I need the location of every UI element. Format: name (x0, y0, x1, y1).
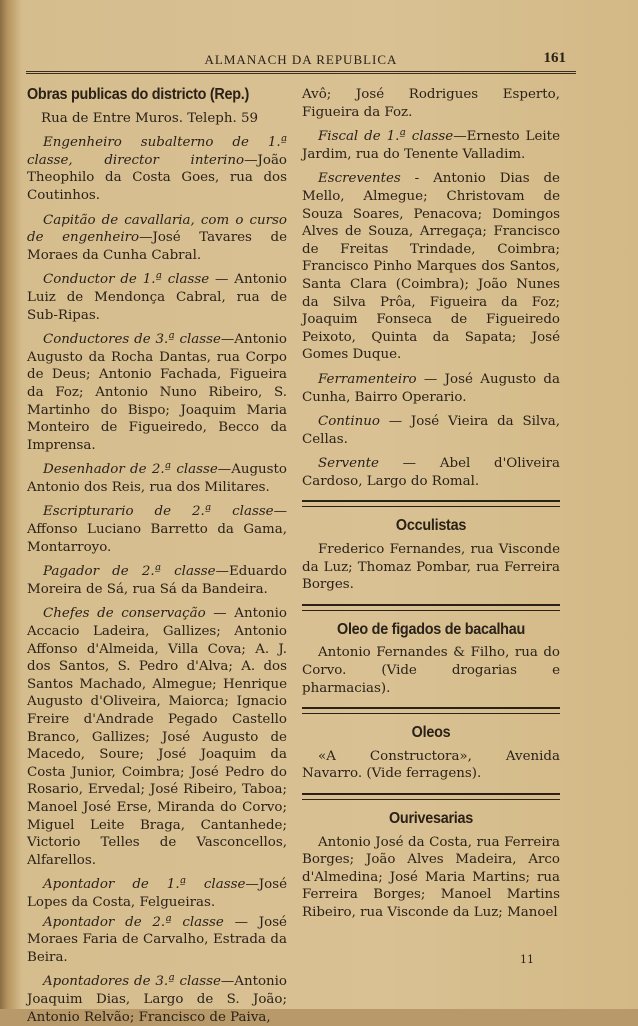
header-rule (26, 71, 576, 74)
list-item (27, 461, 287, 496)
entry-text: —José Tavares de Moraes da Cunha Cabral. (27, 230, 287, 263)
entry-role: Escreventes (318, 171, 401, 187)
list-item (27, 503, 287, 556)
list-item (302, 170, 560, 364)
entry-role: Continuo (318, 414, 380, 430)
list-item (302, 371, 560, 406)
entry-text: — Antonio Accacio Ladeira, Gallizes; Antonio Affonso d'Almeida, Villa Cova; A. J. dos Santos, S. Pedro d'Alva; A. dos Santos Machado, Almegue; Henrique Augusto d'Oliveira, Maiorca; Ignacio Freire d'Andrade Pegado Castello Branco, Gallizes; José Augusto de Macedo, Soure; José Joaquim da Costa Junior, Coimbra; José Pedro do Rosario, Ervedal; José Ribeiro, Taboa; Manoel José Erse, Miranda do Corvo; Miguel Leite Braga, Cantanhede; Victorio Telles de Vasconcellos, Alfarellos. (27, 606, 287, 868)
section-text: Antonio José da Costa, rua Ferreira Borges; João Alves Madeira, Arco d'Almedina; José Maria Martins; rua Ferreira Borges; Manoel Martins Ribeiro, rua Visconde da Luz; Manoel (302, 834, 560, 920)
entry-text: — José Moraes Faria de Carvalho, Estrada da Beira. (27, 914, 287, 965)
list-item (27, 212, 287, 265)
entry-text: — Antonio Luiz de Mendonça Cabral, rua de Sub-Ripas. (27, 272, 287, 323)
section-divider (302, 500, 560, 507)
section-divider (302, 604, 560, 611)
continuation-text: Avô; José Rodrigues Esperto, Figueira da Foz. (302, 87, 560, 120)
entry-role: Desenhador de 2.ª classe (43, 462, 218, 478)
entry-role: Conductor de 1.ª classe (43, 272, 210, 288)
entry-text: —Antonio Joaquim Dias, Largo de S. João; Antonio Relvão; Francisco de Paiva, (27, 974, 287, 1025)
running-title: ALMANACH DA REPUBLICA (204, 52, 398, 67)
section-heading-ourivesarias: Ourivesarias (388, 810, 474, 827)
entry-text: - Antonio Dias de Mello, Almegue; Christovam de Souza Soares, Penacova; Domingos Alves de Souza, Arregaça; Francisco de Freitas Trindade, Coimbra; Francisco Pinho Marques dos Santos, Santa Clara (Coimbra); João Nunes da Silva Prôa, Figueira da Foz; Joaquim Fonseca de Figueiredo Peixoto, Quinta da Sapata; José Gomes Duque. (302, 171, 560, 363)
entry-role: Engenheiro subalterno de 1.ª classe, director interino (27, 135, 287, 168)
section-text: Antonio Fernandes & Filho, rua do Corvo. (Vide drogarias e pharmacias). (302, 645, 560, 696)
section-heading-oleos: Oleos (411, 724, 451, 742)
entry-text: —Ernesto Leite Jardim, rua do Tenente Valladim. (302, 129, 560, 162)
list-item (27, 271, 287, 324)
entry-text: —José Lopes da Costa, Felgueiras. (27, 877, 287, 910)
entry-text: — José Augusto da Cunha, Bairro Operario. (302, 371, 560, 405)
entry-text: — Abel d'Oliveira Cardoso, Largo do Romal. (302, 456, 560, 489)
entry-text: —João Theophilo da Costa Goes, rua dos Coutinhos. (27, 152, 287, 203)
entry-role: Apontador de 2.ª classe (43, 914, 224, 930)
page-header (26, 48, 576, 72)
entry-role: Apontadores de 3.ª classe (43, 974, 221, 990)
list-item (302, 413, 560, 448)
section-divider (302, 793, 560, 800)
list-item (302, 128, 560, 163)
list-item (27, 605, 287, 869)
entry-role: Escripturario de 2.ª classe (43, 504, 274, 520)
entry-role: Servente (318, 456, 379, 472)
entry-text: —Augusto Antonio dos Reis, rua dos Militares. (27, 462, 287, 495)
entry-text: —Antonio Augusto da Rocha Dantas, rua Corpo de Deus; Antonio Fachada, Figueira da Foz; Antonio Nuno Ribeiro, S. Martinho do Bispo; Joaquim Maria Monteiro de Figueiredo, Becco da Imprensa. (27, 332, 287, 453)
section-heading-obras-publicas: Obras publicas do districto (Rep.) (27, 86, 250, 103)
entry-text: —Eduardo Moreira de Sá, rua Sá da Bandeira. (27, 564, 287, 597)
list-item (27, 563, 287, 598)
entry-role: Pagador de 2.ª classe (43, 564, 216, 580)
page-number: 161 (543, 50, 566, 66)
signature-mark: 11 (520, 953, 534, 966)
list-item (27, 876, 287, 911)
entry-text: —Affonso Luciano Barretto da Gama, Montarroyo. (27, 504, 287, 555)
entry-text: — José Vieira da Silva, Cellas. (302, 414, 560, 447)
entry-role: Conductores de 3.ª classe (43, 332, 221, 348)
section-divider (302, 707, 560, 714)
entry-role: Chefes de conservação (43, 606, 206, 622)
list-item (27, 973, 287, 1026)
list-item (27, 134, 287, 204)
list-item (27, 331, 287, 454)
section-text: «A Constructora», Avenida Navarro. (Vide ferragens). (302, 748, 560, 782)
entry-role: Fiscal de 1.ª classe (318, 129, 454, 145)
office-address: Rua de Entre Muros. Teleph. 59 (41, 110, 259, 126)
section-heading-oleo-figados: Oleo de figados de bacalhau (337, 620, 525, 638)
entry-role: Apontador de 1.ª classe (43, 877, 246, 893)
entry-role: Capitão de cavallaria, com o curso de engenheiro (27, 212, 287, 246)
list-item (27, 914, 287, 967)
section-text: Frederico Fernandes, rua Visconde da Luz; Thomaz Pombar, rua Ferreira Borges. (302, 542, 560, 593)
left-column (27, 86, 287, 1025)
section-heading-occulistas: Occulistas (395, 517, 467, 535)
right-column (302, 86, 560, 949)
entry-role: Ferramenteiro (318, 371, 417, 387)
list-item (302, 455, 560, 490)
